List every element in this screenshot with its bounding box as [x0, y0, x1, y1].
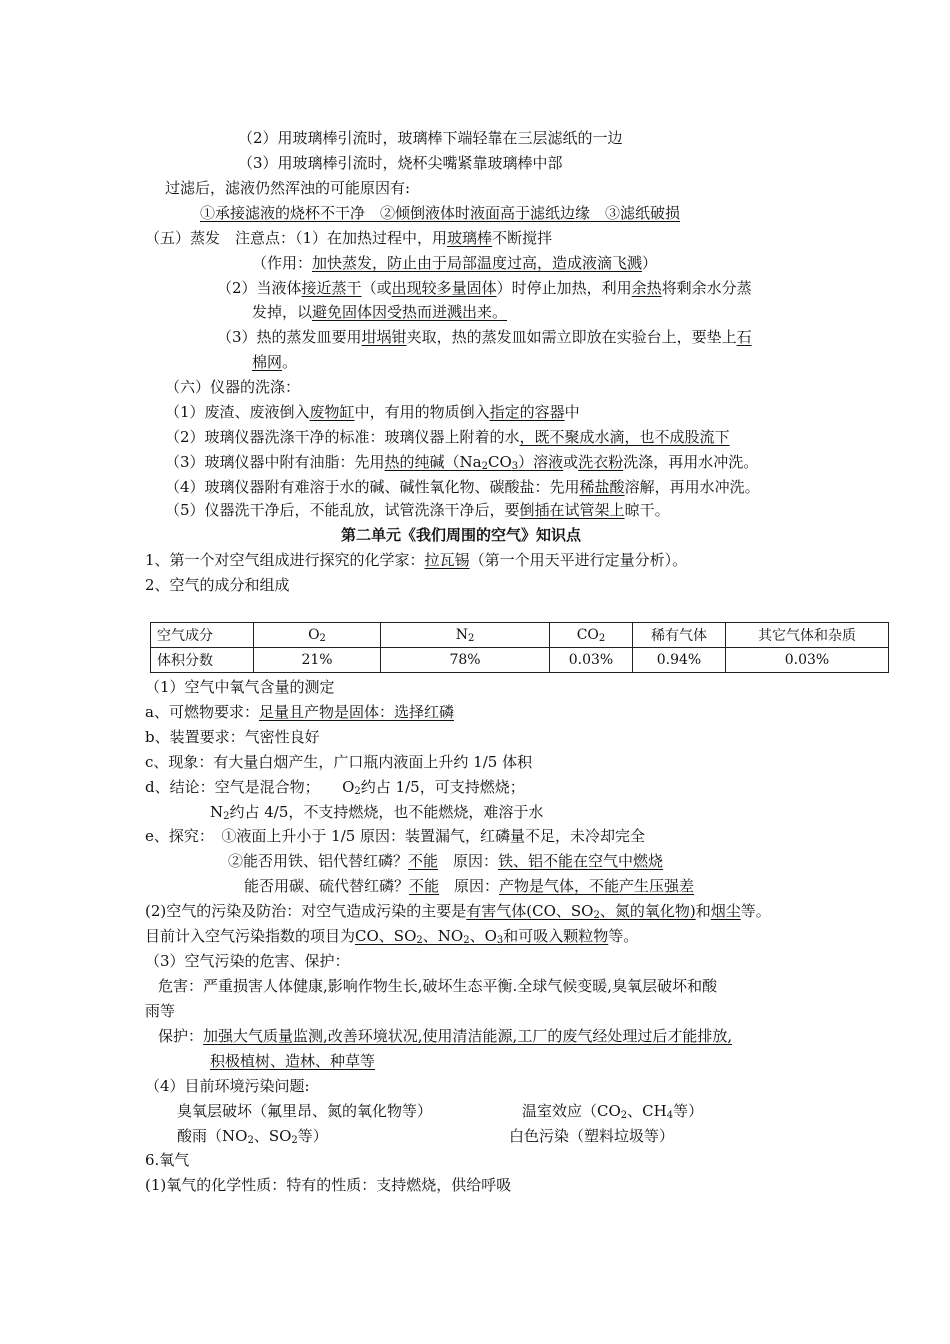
hazard-line-2: 雨等 [145, 1002, 176, 1020]
unit-item-1: 1、第一个对空气组成进行探究的化学家：拉瓦锡（第一个用天平进行定量分析）。 [145, 551, 688, 569]
pollution-1: (2)空气的污染及防治：对空气造成污染的主要是有害气体(CO、$SO_2$、氮的氧化物)和烟尘等。 [145, 902, 771, 921]
oxygen-test-e1: e、探究： ①液面上升小于 1/5 原因：装置漏气，红磷量不足，未冷却完全 [145, 827, 646, 845]
washing-heading: （六）仪器的洗涤： [165, 378, 301, 396]
issue-white-pollution: 白色污染（塑料垃圾等） [509, 1127, 675, 1145]
washing-5: （5）仪器洗干净后，不能乱放，试管洗涤干净后，要倒插在试管架上晾干。 [165, 501, 670, 519]
oxygen-test-heading: （1）空气中氧气含量的测定 [145, 678, 335, 696]
table-cell: 78% [381, 648, 550, 673]
washing-4: （4）玻璃仪器附有难溶于水的碱、碱性氧化物、碳酸盐：先用稀盐酸溶解，再用水冲洗。 [165, 478, 760, 496]
evaporation-point-3-cont: 棉网。 [252, 353, 298, 371]
hazard-line-1: 危害：严重损害人体健康,影响作物生长,破坏生态平衡.全球气候变暖,臭氧层破坏和酸 [158, 977, 718, 995]
unit-title: 第二单元《我们周围的空气》知识点 [341, 526, 582, 544]
protect-line-1: 保护：加强大气质量监测,改善环境状况,使用清洁能源,工厂的废气经处理过后才能排放, [158, 1027, 733, 1045]
oxygen-test-d1: d、结论：空气是混合物； $O_2$约占 1/5，可支持燃烧； [145, 778, 525, 797]
table-row [151, 648, 889, 673]
filter-note-3: （3）用玻璃棒引流时，烧杯尖嘴紧靠玻璃棒中部 [238, 154, 563, 172]
oxygen-property: (1)氧气的化学性质：特有的性质：支持燃烧，供给呼吸 [145, 1176, 512, 1194]
filter-note-2: （2）用玻璃棒引流时，玻璃棒下端轻靠在三层滤纸的一边 [238, 129, 623, 147]
unit-item-2: 2、空气的成分和组成 [145, 576, 290, 594]
oxygen-test-b: b、装置要求：气密性良好 [145, 728, 320, 746]
table-cell: 0.94% [633, 648, 726, 673]
air-composition-table [150, 622, 889, 673]
table-cell: 0.03% [726, 648, 889, 673]
evaporation-point-3: （3）热的蒸发皿要用坩埚钳夹取，热的蒸发皿如需立即放在实验台上，要垫上石 [217, 328, 752, 346]
oxygen-test-e3: 能否用碳、硫代替红磷？不能 原因：产物是气体，不能产生压强差 [244, 877, 695, 895]
washing-3: （3）玻璃仪器中附有油脂：先用热的纯碱$(Na_2CO_3)$溶液或洗衣粉洗涤，再用水冲洗。 [165, 453, 759, 472]
issues-heading: （4）目前环境污染问题: [145, 1077, 310, 1095]
turbid-reasons: ①承接滤液的烧杯不干净 ②倾倒液体时液面高于滤纸边缘 ③滤纸破损 [200, 204, 681, 222]
issue-greenhouse: 温室效应（$CO_2$、$CH_4$等） [522, 1102, 704, 1121]
issue-acid-rain: 酸雨（$NO_2$、$SO_2$等） [177, 1127, 328, 1146]
table-cell: 其它气体和杂质 [726, 623, 889, 648]
table-cell: 稀有气体 [633, 623, 726, 648]
issue-ozone: 臭氧层破坏（氟里昂、氮的氧化物等） [177, 1102, 433, 1120]
table-cell: 空气成分 [151, 623, 254, 648]
washing-2: （2）玻璃仪器洗涤干净的标准：玻璃仪器上附着的水，既不聚成水滴，也不成股流下 [165, 428, 730, 446]
table-row [151, 623, 889, 648]
turbid-heading: 过滤后，滤液仍然浑浊的可能原因有: [165, 179, 411, 197]
evaporation-point-2: （2）当液体接近蒸干（或出现较多量固体）时停止加热，利用余热将剩余水分蒸 [217, 279, 752, 297]
table-cell: $CO_2$ [550, 623, 633, 648]
oxygen-test-c: c、现象：有大量白烟产生，广口瓶内液面上升约 1/5 体积 [145, 753, 533, 771]
table-cell: 21% [254, 648, 381, 673]
evaporation-heading: （五）蒸发 注意点：（1）在加热过程中，用玻璃棒不断搅拌 [145, 229, 553, 247]
table-cell: $N_2$ [381, 623, 550, 648]
oxygen-test-e2: ②能否用铁、铝代替红磷？不能 原因：铁、铝不能在空气中燃烧 [228, 852, 664, 870]
table-cell: 0.03% [550, 648, 633, 673]
table-cell: $O_2$ [254, 623, 381, 648]
table-cell: 体积分数 [151, 648, 254, 673]
pollution-2: 目前计入空气污染指数的项目为CO、$SO_2$、$NO_2$、$O_3$和可吸入颗粒物等。 [145, 927, 639, 946]
evaporation-point-2-cont: 发掉，以避免固体因受热而迸溅出来。 [252, 303, 508, 321]
oxygen-heading: 6.氧气 [145, 1151, 190, 1169]
washing-1: （1）废渣、废液倒入废物缸中，有用的物质倒入指定的容器中 [165, 403, 580, 421]
oxygen-test-a: a、可燃物要求：足量且产物是固体：选择红磷 [145, 703, 454, 721]
hazard-heading: （3）空气污染的危害、保护： [145, 952, 350, 970]
oxygen-test-d2: $N_2$约占 4/5，不支持燃烧，也不能燃烧，难溶于水 [210, 803, 544, 822]
evaporation-effect: （作用：加快蒸发，防止由于局部温度过高，造成液滴飞溅） [252, 254, 658, 272]
protect-line-2: 积极植树、造林、种草等 [210, 1052, 376, 1070]
